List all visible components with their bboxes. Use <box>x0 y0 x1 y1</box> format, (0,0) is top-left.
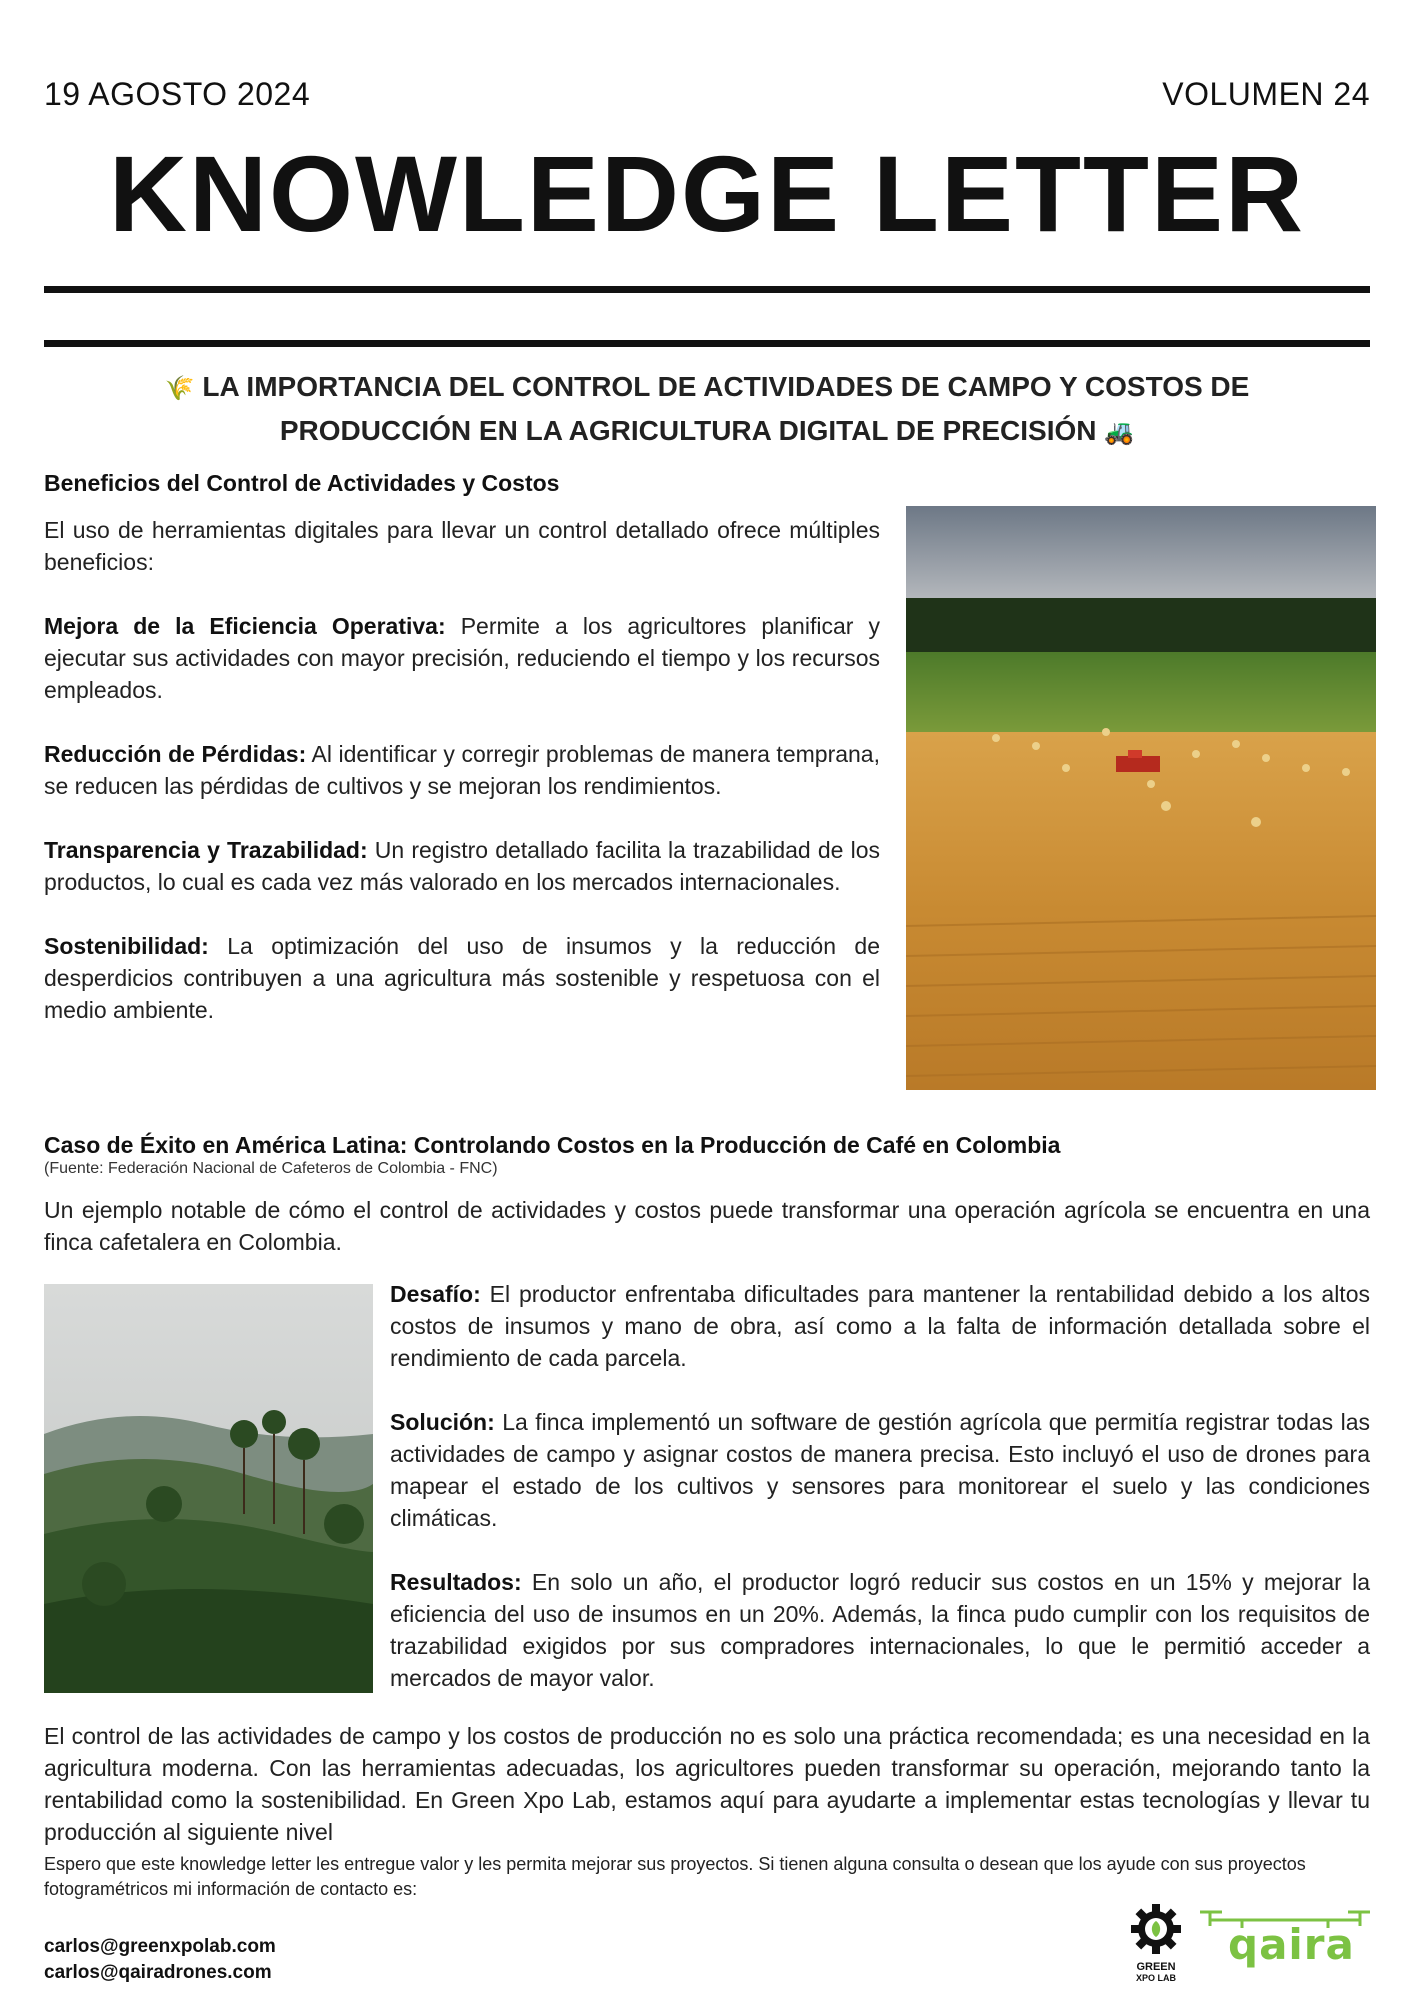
masthead-title: KNOWLEDGE LETTER <box>109 133 1305 254</box>
case-results: Resultados: En solo un año, el productor logró reducir sus costos en un 15% y mejorar la eficiencia del uso de insumos en un 20%. Además, la finca pudo cumplir con los requisitos de trazabilidad exigidos por sus compradores internacionales, lo que le permitió acceder a mercados de mayor valor. <box>390 1569 1370 1691</box>
case-intro: Un ejemplo notable de cómo el control de actividades y costos puede transformar una operación agrícola se encuentra en una finca cafetalera en Colombia. <box>44 1197 1370 1255</box>
case-solution: Solución: La finca implementó un software de gestión agrícola que permitía registrar todas las actividades de campo y asignar costos de manera precisa. Esto incluyó el uso de drones para mapear el estado de los cultivos y sensores para monitorear el suelo y las condiciones climáticas. <box>390 1409 1370 1531</box>
wheat-icon: 🌾 <box>164 375 195 402</box>
benefit-item: Sostenibilidad: La optimización del uso de insumos y la reducción de desperdicios contribuyen a una agricultura más sostenible y respetuosa con el medio ambiente. <box>44 933 880 1023</box>
section-title-benefits: Beneficios del Control de Actividades y Costos <box>44 470 560 496</box>
benefits-intro: El uso de herramientas digitales para llevar un control detallado ofrece múltiples beneficios: <box>44 517 880 575</box>
email-link-greenxpolab[interactable]: carlos@greenxpolab.com <box>44 1936 276 1957</box>
conclusion: El control de las actividades de campo y los costos de producción no es solo una práctica recomendada; es una necesidad en la agricultura moderna. Con las herramientas adecuadas, los agricultores pueden transformar su operación, mejorando tanto la rentabilidad como la sostenibilidad. En Green Xpo Lab, estamos aquí para ayudarte a implementar estas tecnologías y llevar tu producción al siguiente nivel <box>44 1723 1370 1845</box>
benefit-item: Transparencia y Trazabilidad: Un registro detallado facilita la trazabilidad de los productos, lo cual es cada vez más valorado en los mercados internacionales. <box>44 837 881 895</box>
harvest-field-photo <box>906 506 1376 1090</box>
case-details <box>390 1278 1370 1694</box>
green-xpo-lab-logo: GREEN XPO LAB <box>1124 1902 1188 1983</box>
email-link-qairadrones[interactable]: carlos@qairadrones.com <box>44 1962 272 1983</box>
footer-note: Espero que este knowledge letter les entregue valor y les permita mejorar sus proyectos. Si tienen alguna consulta o desean que los ayude con sus proyectos fotogramétricos mi información de contacto es: <box>44 1854 1306 1899</box>
issue-volume: VOLUMEN 24 <box>1162 76 1370 112</box>
case-challenge: Desafío: El productor enfrentaba dificultades para mantener la rentabilidad debido a los altos costos de insumos y mano de obra, así como a la falta de información detallada sobre el rendimiento de cada parcela. <box>390 1281 1370 1371</box>
tractor-icon: 🚜 <box>1104 419 1135 446</box>
coffee-farm-photo <box>44 1284 373 1693</box>
benefit-item: Mejora de la Eficiencia Operativa: Permite a los agricultores planificar y ejecutar sus actividades con mayor precisión, reduciendo el tiempo y los recursos empleados. <box>44 613 880 703</box>
issue-date: 19 AGOSTO 2024 <box>44 76 311 112</box>
article-headline: 🌾 LA IMPORTANCIA DEL CONTROL DE ACTIVIDADES DE CAMPO Y COSTOS DE PRODUCCIÓN EN LA AGRICULTURA DIGITAL DE PRECISIÓN 🚜 <box>60 366 1354 454</box>
masthead-rule-top <box>44 286 1370 293</box>
gear-icon <box>1129 1902 1183 1956</box>
masthead-rule-bottom <box>44 340 1370 347</box>
benefits-column <box>44 514 880 1026</box>
qaira-logo: qaira <box>1200 1906 1370 1976</box>
benefit-item: Reducción de Pérdidas: Al identificar y corregir problemas de manera temprana, se reducen las pérdidas de cultivos y se mejoran los rendimientos. <box>44 741 880 799</box>
source-citation: (Fuente: Federación Nacional de Cafeteros de Colombia - FNC) <box>44 1160 498 1177</box>
section-title-case: Caso de Éxito en América Latina: Controlando Costos en la Producción de Café en Colombia <box>44 1132 1061 1158</box>
